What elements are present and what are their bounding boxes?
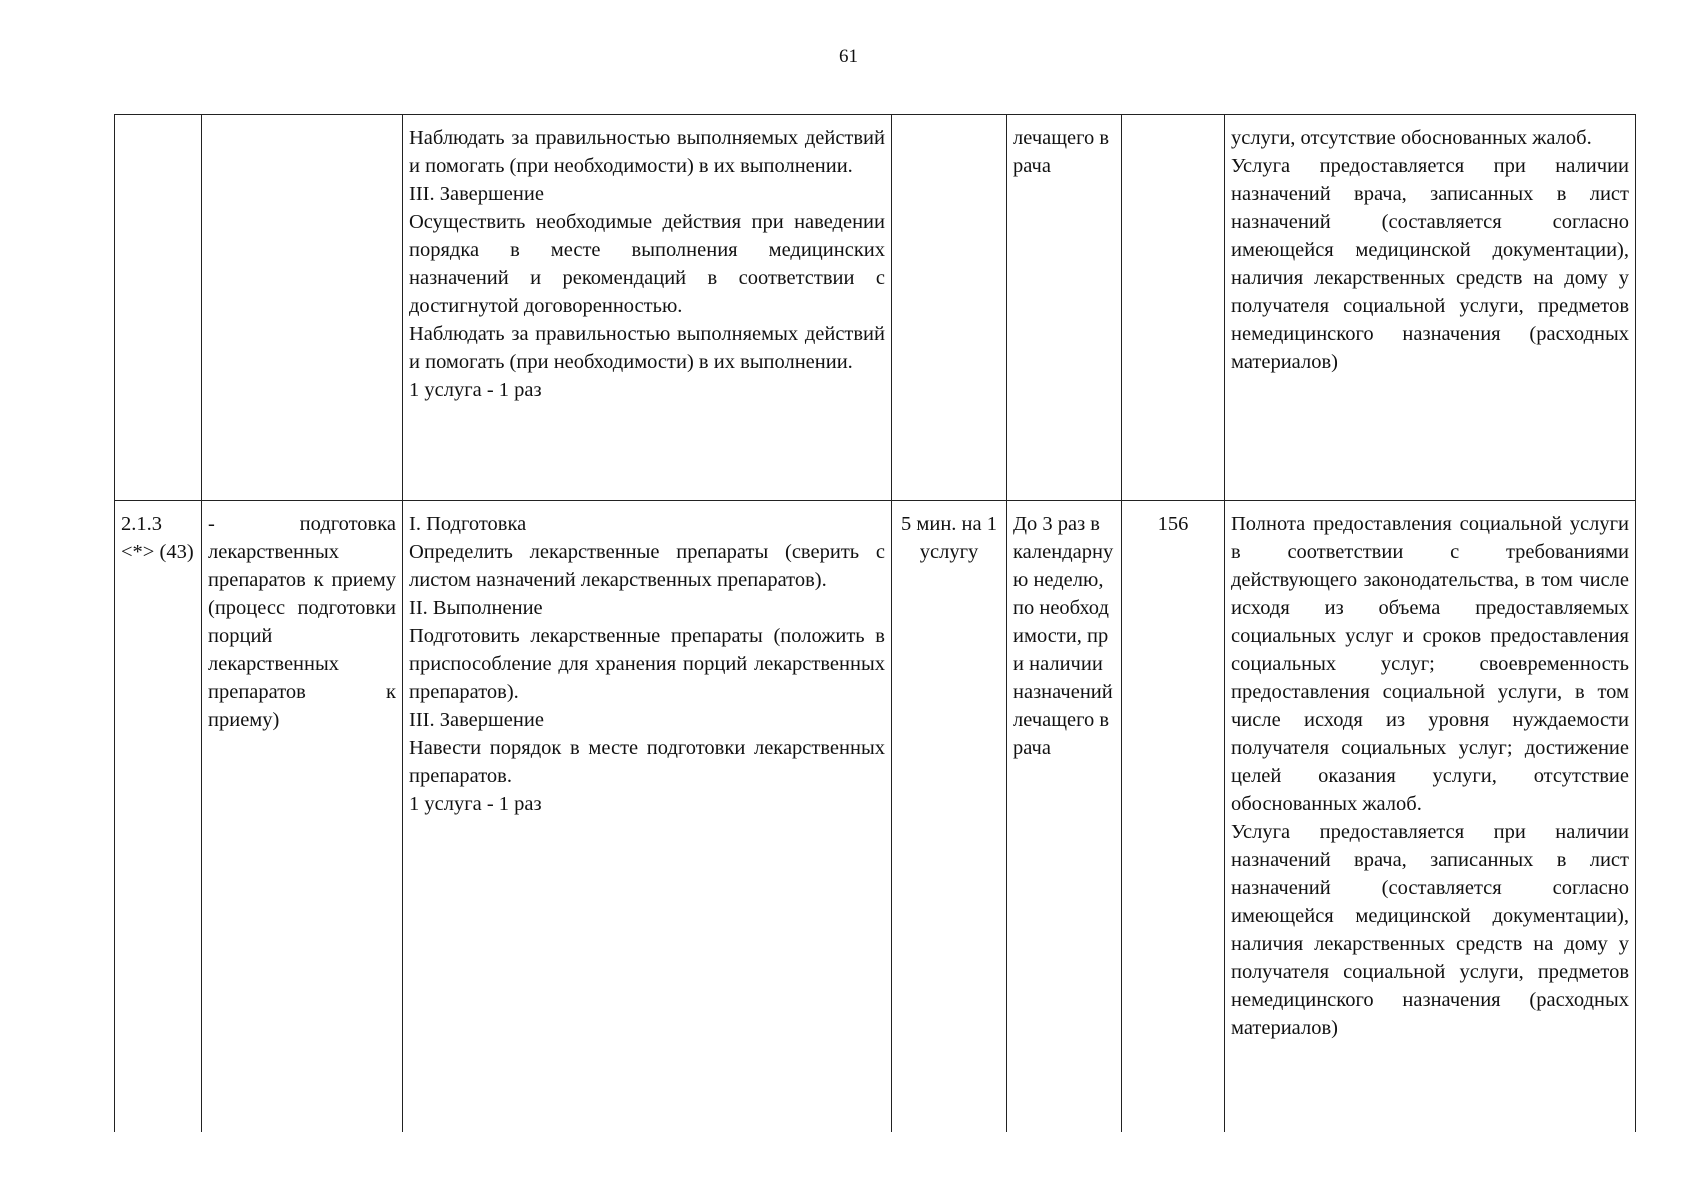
service-time-cell: 5 мин. на 1 услугу xyxy=(892,501,1007,1133)
content-line: Определить лекарственные препараты (сверить с листом назначений лекарственных препаратов). xyxy=(409,541,885,591)
content-line: II. Выполнение xyxy=(409,597,543,619)
service-code-cell: 2.1.3 <*> (43) xyxy=(115,501,202,1133)
table-row xyxy=(115,501,1636,1133)
service-criteria-cell xyxy=(1225,115,1636,501)
service-content-cell xyxy=(403,501,892,1133)
content-line: Подготовить лекарственные препараты (положить в приспособление для хранения порций лекарственных препаратов). xyxy=(409,625,885,703)
content-line: III. Завершение xyxy=(409,709,544,731)
content-line: I. Подготовка xyxy=(409,513,527,535)
service-criteria-cell xyxy=(1225,501,1636,1133)
service-frequency-cell: До 3 раз в календарную неделю, по необходимости, при наличии назначений лечащего врача xyxy=(1007,501,1122,1133)
content-line: Навести порядок в месте подготовки лекарственных препаратов. xyxy=(409,737,885,787)
page-number: 61 xyxy=(839,46,858,67)
service-content-cell xyxy=(403,115,892,501)
content-line: 1 услуга - 1 раз xyxy=(409,379,542,401)
service-tariff-cell: 156 xyxy=(1122,501,1225,1133)
service-name-cell xyxy=(202,115,403,501)
content-line: Осуществить необходимые действия при наведении порядка в месте выполнения медицинских назначений и рекомендаций в соответствии с достигнутой договоренностью. xyxy=(409,211,885,317)
criteria-line: услуги, отсутствие обоснованных жалоб. xyxy=(1231,127,1592,149)
service-name-cell: - подготовка лекарственных препаратов к приему (процесс подготовки порций лекарственных препаратов к приему) xyxy=(202,501,403,1133)
service-time-cell xyxy=(892,115,1007,501)
content-line: Наблюдать за правильностью выполняемых действий и помогать (при необходимости) в их выполнении. xyxy=(409,323,885,373)
table-row xyxy=(115,115,1636,501)
content-line: III. Завершение xyxy=(409,183,544,205)
criteria-line: Услуга предоставляется при наличии назначений врача, записанных в лист назначений (составляется согласно имеющейся медицинской документации), наличия лекарственных средств на дому у получателя социальной услуги, предметов немедицинского назначения (расходных материалов) xyxy=(1231,155,1629,373)
criteria-line: Услуга предоставляется при наличии назначений врача, записанных в лист назначений (составляется согласно имеющейся медицинской документации), наличия лекарственных средств на дому у получателя социальной услуги, предметов немедицинского назначения (расходных материалов) xyxy=(1231,821,1629,1039)
services-table xyxy=(114,114,1636,1132)
service-tariff-cell xyxy=(1122,115,1225,501)
criteria-line: Полнота предоставления социальной услуги в соответствии с требованиями действующего законодательства, в том числе исходя из объема предоставляемых социальных услуг и сроков предоставления социальных услуг; своевременность предоставления социальной услуги, в том числе исходя из уровня нуждаемости получателя социальных услуг; достижение целей оказания услуги, отсутствие обоснованных жалоб. xyxy=(1231,513,1629,815)
content-line: Наблюдать за правильностью выполняемых действий и помогать (при необходимости) в их выполнении. xyxy=(409,127,885,177)
service-code-cell xyxy=(115,115,202,501)
content-line: 1 услуга - 1 раз xyxy=(409,793,542,815)
service-frequency-cell: лечащего врача xyxy=(1007,115,1122,501)
